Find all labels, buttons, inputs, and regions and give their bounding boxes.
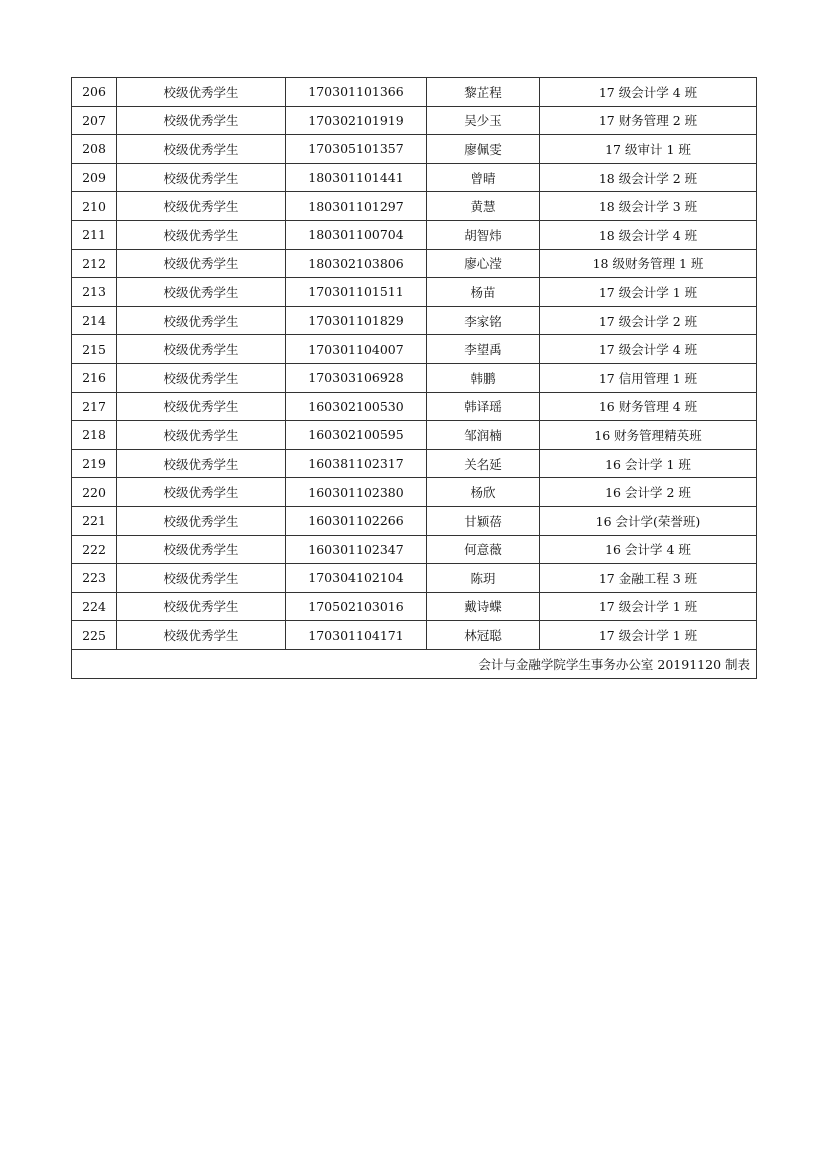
class-name-cell: 18 级会计学 4 班 [540, 220, 757, 249]
class-name-cell: 17 级审计 1 班 [540, 135, 757, 164]
table-row [72, 335, 757, 364]
row-number-cell: 215 [72, 335, 117, 364]
award-type-cell: 校级优秀学生 [117, 535, 286, 564]
student-id-cell: 160301102347 [286, 535, 427, 564]
table-row [72, 392, 757, 421]
class-name-cell: 18 级会计学 3 班 [540, 192, 757, 221]
table-row [72, 478, 757, 507]
student-name-cell: 曾晴 [427, 163, 540, 192]
row-number-cell: 212 [72, 249, 117, 278]
class-name-cell: 17 级会计学 4 班 [540, 335, 757, 364]
student-id-cell: 180301100704 [286, 220, 427, 249]
table-row [72, 220, 757, 249]
row-number-cell: 207 [72, 106, 117, 135]
table-row [72, 592, 757, 621]
award-type-cell: 校级优秀学生 [117, 506, 286, 535]
student-name-cell: 韩译瑶 [427, 392, 540, 421]
student-name-cell: 韩鹏 [427, 363, 540, 392]
student-name-cell: 李望禹 [427, 335, 540, 364]
award-type-cell: 校级优秀学生 [117, 220, 286, 249]
student-name-cell: 林冠聪 [427, 621, 540, 650]
student-name-cell: 李家铭 [427, 306, 540, 335]
award-type-cell: 校级优秀学生 [117, 335, 286, 364]
award-type-cell: 校级优秀学生 [117, 564, 286, 593]
award-type-cell: 校级优秀学生 [117, 478, 286, 507]
table-row [72, 249, 757, 278]
student-id-cell: 170304102104 [286, 564, 427, 593]
student-id-cell: 170301101829 [286, 306, 427, 335]
award-type-cell: 校级优秀学生 [117, 392, 286, 421]
row-number-cell: 217 [72, 392, 117, 421]
award-type-cell: 校级优秀学生 [117, 192, 286, 221]
student-name-cell: 廖心滢 [427, 249, 540, 278]
row-number-cell: 206 [72, 78, 117, 107]
table-row [72, 163, 757, 192]
award-type-cell: 校级优秀学生 [117, 363, 286, 392]
table-row [72, 506, 757, 535]
row-number-cell: 225 [72, 621, 117, 650]
student-id-cell: 160301102266 [286, 506, 427, 535]
award-type-cell: 校级优秀学生 [117, 106, 286, 135]
award-type-cell: 校级优秀学生 [117, 621, 286, 650]
award-type-cell: 校级优秀学生 [117, 306, 286, 335]
table-row [72, 535, 757, 564]
student-id-cell: 170301104007 [286, 335, 427, 364]
student-name-cell: 邹润楠 [427, 421, 540, 450]
footer-note: 会计与金融学院学生事务办公室 20191120 制表 [72, 649, 757, 678]
student-id-cell: 160302100530 [286, 392, 427, 421]
student-id-cell: 170302101919 [286, 106, 427, 135]
row-number-cell: 211 [72, 220, 117, 249]
table-row [72, 564, 757, 593]
class-name-cell: 17 级会计学 1 班 [540, 592, 757, 621]
student-id-cell: 170301104171 [286, 621, 427, 650]
table-row [72, 449, 757, 478]
row-number-cell: 220 [72, 478, 117, 507]
student-id-cell: 170301101366 [286, 78, 427, 107]
student-id-cell: 170301101511 [286, 278, 427, 307]
student-name-cell: 黄慧 [427, 192, 540, 221]
student-name-cell: 杨苗 [427, 278, 540, 307]
table-row [72, 78, 757, 107]
student-name-cell: 关名延 [427, 449, 540, 478]
student-id-cell: 180301101441 [286, 163, 427, 192]
student-id-cell: 170502103016 [286, 592, 427, 621]
row-number-cell: 222 [72, 535, 117, 564]
student-name-cell: 黎芷程 [427, 78, 540, 107]
award-type-cell: 校级优秀学生 [117, 249, 286, 278]
row-number-cell: 214 [72, 306, 117, 335]
table-row [72, 421, 757, 450]
award-list-table [71, 77, 757, 679]
class-name-cell: 17 财务管理 2 班 [540, 106, 757, 135]
row-number-cell: 208 [72, 135, 117, 164]
student-name-cell: 胡智炜 [427, 220, 540, 249]
award-type-cell: 校级优秀学生 [117, 421, 286, 450]
row-number-cell: 218 [72, 421, 117, 450]
student-name-cell: 吴少玉 [427, 106, 540, 135]
student-id-cell: 180302103806 [286, 249, 427, 278]
class-name-cell: 17 级会计学 1 班 [540, 621, 757, 650]
student-id-cell: 160302100595 [286, 421, 427, 450]
row-number-cell: 210 [72, 192, 117, 221]
table-row [72, 106, 757, 135]
student-id-cell: 180301101297 [286, 192, 427, 221]
class-name-cell: 18 级会计学 2 班 [540, 163, 757, 192]
class-name-cell: 17 级会计学 2 班 [540, 306, 757, 335]
award-type-cell: 校级优秀学生 [117, 278, 286, 307]
table-row [72, 192, 757, 221]
table-row [72, 621, 757, 650]
table-row [72, 278, 757, 307]
student-name-cell: 戴诗蝶 [427, 592, 540, 621]
student-name-cell: 杨欣 [427, 478, 540, 507]
student-id-cell: 160301102380 [286, 478, 427, 507]
class-name-cell: 18 级财务管理 1 班 [540, 249, 757, 278]
class-name-cell: 17 级会计学 4 班 [540, 78, 757, 107]
student-name-cell: 甘颖蓓 [427, 506, 540, 535]
row-number-cell: 224 [72, 592, 117, 621]
footer-row [72, 649, 757, 678]
student-id-cell: 170305101357 [286, 135, 427, 164]
table-body [72, 78, 757, 650]
class-name-cell: 16 财务管理 4 班 [540, 392, 757, 421]
student-id-cell: 170303106928 [286, 363, 427, 392]
award-type-cell: 校级优秀学生 [117, 135, 286, 164]
class-name-cell: 16 会计学 2 班 [540, 478, 757, 507]
table-row [72, 306, 757, 335]
row-number-cell: 223 [72, 564, 117, 593]
class-name-cell: 16 财务管理精英班 [540, 421, 757, 450]
class-name-cell: 17 级会计学 1 班 [540, 278, 757, 307]
class-name-cell: 16 会计学 1 班 [540, 449, 757, 478]
table-row [72, 363, 757, 392]
student-id-cell: 160381102317 [286, 449, 427, 478]
class-name-cell: 16 会计学 4 班 [540, 535, 757, 564]
student-name-cell: 陈玥 [427, 564, 540, 593]
row-number-cell: 209 [72, 163, 117, 192]
class-name-cell: 17 信用管理 1 班 [540, 363, 757, 392]
student-name-cell: 何意薇 [427, 535, 540, 564]
award-type-cell: 校级优秀学生 [117, 163, 286, 192]
class-name-cell: 16 会计学(荣誉班) [540, 506, 757, 535]
award-type-cell: 校级优秀学生 [117, 449, 286, 478]
row-number-cell: 213 [72, 278, 117, 307]
row-number-cell: 219 [72, 449, 117, 478]
award-type-cell: 校级优秀学生 [117, 78, 286, 107]
award-type-cell: 校级优秀学生 [117, 592, 286, 621]
table-row [72, 135, 757, 164]
class-name-cell: 17 金融工程 3 班 [540, 564, 757, 593]
student-name-cell: 廖佩雯 [427, 135, 540, 164]
row-number-cell: 216 [72, 363, 117, 392]
row-number-cell: 221 [72, 506, 117, 535]
